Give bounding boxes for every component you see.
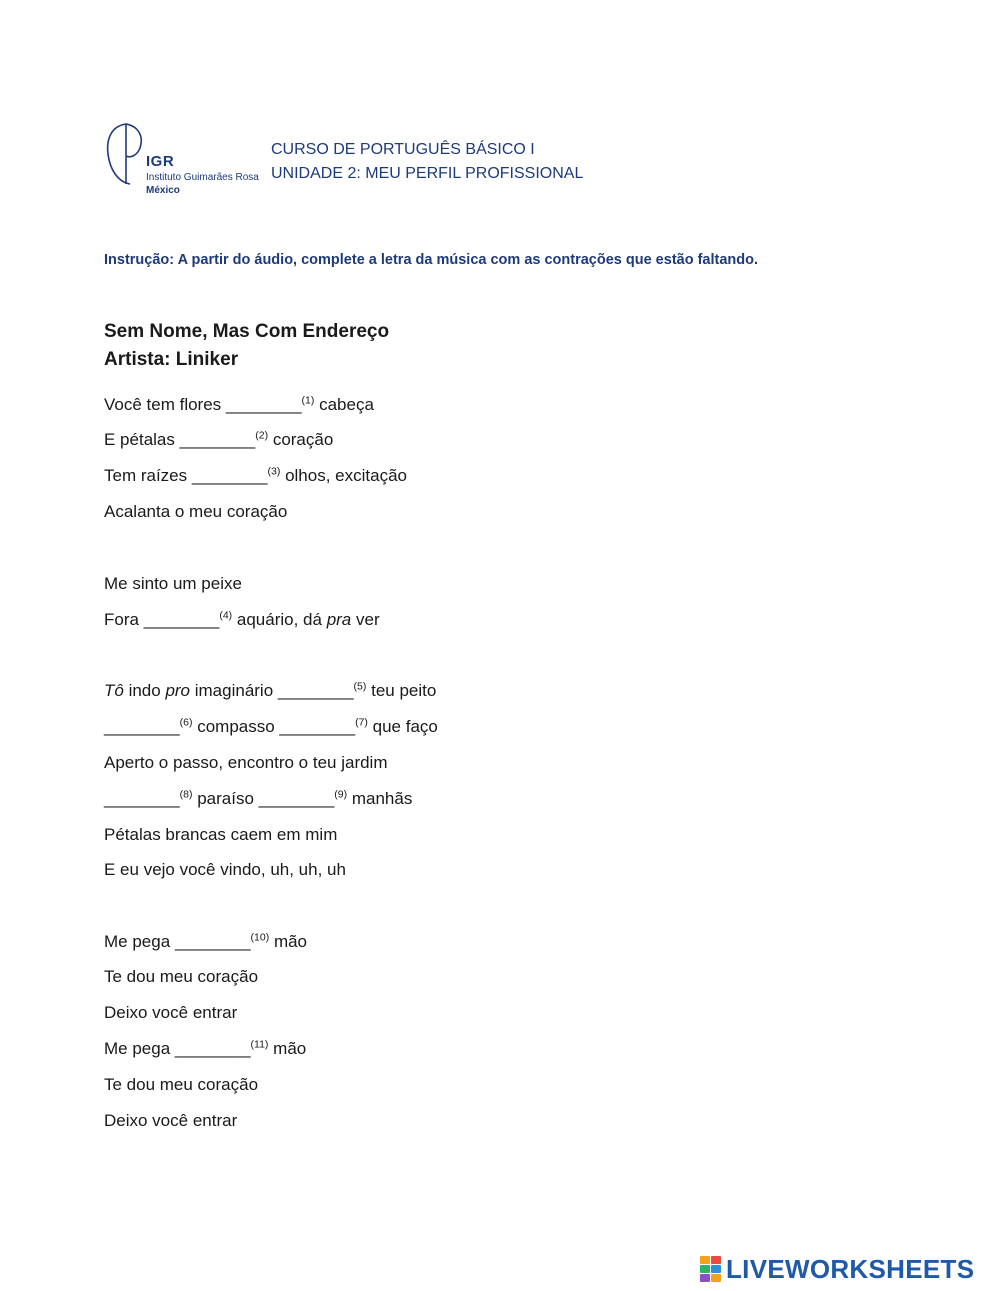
lyric-line: Te dou meu coração	[104, 967, 259, 986]
logo-country: México	[146, 185, 180, 196]
blank-7[interactable]: ________	[279, 717, 356, 736]
liveworksheets-text: LIVEWORKSHEETS	[726, 1254, 975, 1284]
blank-11[interactable]: ________	[174, 1039, 251, 1058]
instruction-text: Instrução: A partir do áudio, complete a letra da música com as contrações que estão faltando.	[104, 252, 759, 268]
course-line-2: UNIDADE 2: MEU PERFIL PROFISSIONAL	[271, 165, 584, 182]
lyric-line: Me pega ________$^{(10)}$ mão	[104, 931, 308, 951]
igr-logo-mark-icon	[106, 122, 146, 186]
blank-4[interactable]: ________	[143, 610, 220, 629]
logo-institute: Instituto Guimarães Rosa	[146, 172, 259, 183]
lyric-line: ________$^{(8)}$ paraíso ________$^{(9)}$ manhãs	[104, 788, 413, 808]
blank-10[interactable]: ________	[174, 932, 251, 951]
liveworksheets-blocks-icon	[700, 1256, 722, 1282]
lyric-line: Aperto o passo, encontro o teu jardim	[104, 753, 388, 772]
lyric-line: Me sinto um peixe	[104, 574, 242, 593]
lyric-line: ________$^{(6)}$ compasso ________$^{(7)}$ que faço	[104, 716, 438, 736]
lyric-line: Tô indo pro imaginário ________$^{(5)}$ teu peito	[104, 680, 437, 700]
blank-3[interactable]: ________	[191, 466, 268, 485]
blank-5[interactable]: ________	[277, 681, 354, 700]
logo-abbr: IGR	[146, 153, 175, 170]
song-heading	[104, 318, 389, 374]
course-heading	[271, 138, 583, 186]
lyric-line: Me pega ________$^{(11)}$ mão	[104, 1038, 307, 1058]
course-line-1: CURSO DE PORTUGUÊS BÁSICO I	[271, 141, 535, 158]
lyric-line: E eu vejo você vindo, uh, uh, uh	[104, 860, 346, 879]
song-title: Sem Nome, Mas Com Endereço	[104, 321, 390, 342]
lyric-line: Deixo você entrar	[104, 1111, 238, 1130]
lyric-line: Deixo você entrar	[104, 1003, 238, 1022]
song-artist: Artista: Liniker	[104, 349, 239, 370]
lyric-line: Fora ________$^{(4)}$ aquário, dá pra ver	[104, 609, 380, 629]
blank-6[interactable]: ________	[104, 717, 180, 736]
blank-8[interactable]: ________	[104, 789, 180, 808]
lyric-line: Te dou meu coração	[104, 1075, 259, 1094]
lyric-line: Tem raízes ________$^{(3)}$ olhos, excitação	[104, 465, 407, 485]
lyric-line: Acalanta o meu coração	[104, 502, 288, 521]
lyric-line: Você tem flores ________$^{(1)}$ cabeça	[104, 394, 374, 414]
igr-logo	[106, 122, 259, 202]
lyric-line: E pétalas ________$^{(2)}$ coração	[104, 429, 334, 449]
blank-9[interactable]: ________	[258, 789, 335, 808]
blank-2[interactable]: ________	[179, 430, 256, 449]
blank-1[interactable]: ________	[225, 395, 302, 414]
lyric-line: Pétalas brancas caem em mim	[104, 825, 338, 844]
